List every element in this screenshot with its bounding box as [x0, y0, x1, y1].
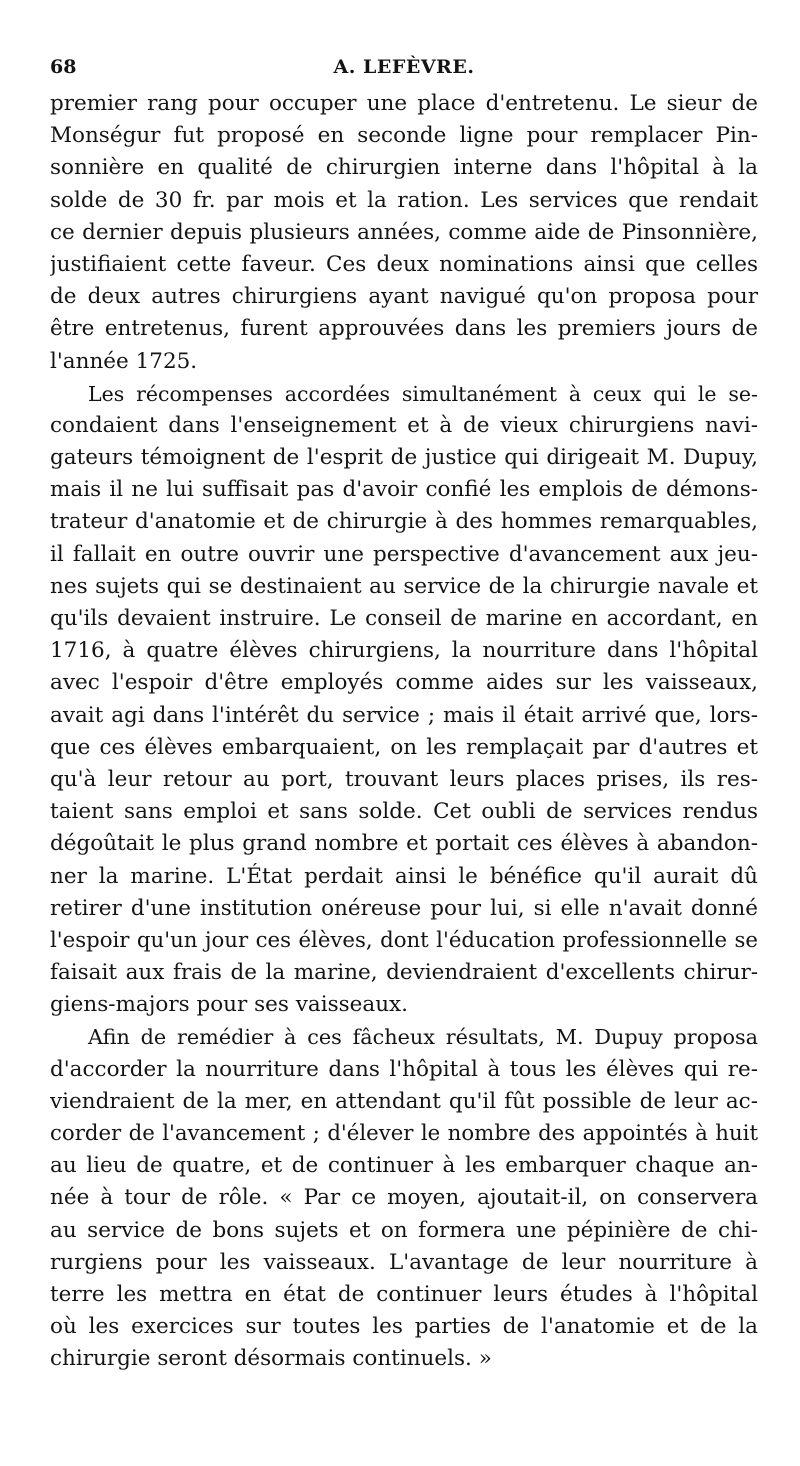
- text-line: que ces élèves embarquaient, on les remplaçait par d'autres et: [50, 734, 758, 760]
- text-line: il fallait en outre ouvrir une perspective d'avancement aux jeu-: [50, 541, 758, 567]
- text-line: chirurgie seront désormais continuels. »: [50, 1346, 492, 1372]
- book-page: [50, 52, 758, 1376]
- running-head: [50, 52, 758, 88]
- text-line: où les exercices sur toutes les parties de l'anatomie et de la: [50, 1314, 758, 1340]
- text-line: l'année 1725.: [50, 348, 198, 374]
- text-line: être entretenus, furent approuvées dans les premiers jours de: [50, 316, 758, 342]
- text-line: condaient dans l'enseignement et à de vieux chirurgiens navi-: [50, 412, 758, 438]
- text-line: au lieu de quatre, et de continuer à les embarquer chaque an-: [50, 1153, 758, 1179]
- page-number: 68: [50, 56, 77, 78]
- text-line: ce dernier depuis plusieurs années, comme aide de Pinsonnière,: [50, 219, 758, 245]
- text-line: Afin de remédier à ces fâcheux résultats, M. Dupuy proposa: [88, 1025, 758, 1050]
- text-line: nes sujets qui se destinaient au service de la chirurgie navale et: [50, 573, 758, 599]
- text-line: justifiaient cette faveur. Ces deux nominations ainsi que celles: [50, 251, 758, 277]
- body-text: [50, 88, 758, 1376]
- text-line: au service de bons sujets et on formera une pépinière de chi-: [50, 1217, 758, 1243]
- running-title: A. LEFÈVRE.: [333, 56, 475, 78]
- text-line: solde de 30 fr. par mois et la ration. Les services que rendait: [50, 187, 758, 213]
- text-line: faisait aux frais de la marine, deviendraient d'excellents chirur-: [50, 960, 758, 986]
- text-line: née à tour de rôle. « Par ce moyen, ajoutait-il, on conservera: [50, 1185, 758, 1211]
- text-line: d'accorder la nourriture dans l'hôpital à tous les élèves qui re-: [50, 1056, 758, 1082]
- text-line: 1716, à quatre élèves chirurgiens, la nourriture dans l'hôpital: [50, 638, 758, 664]
- text-line: avait agi dans l'intérêt du service ; mais il était arrivé que, lors-: [50, 702, 758, 728]
- text-line: mais il ne lui suffisait pas d'avoir confié les emplois de démons-: [50, 477, 758, 503]
- text-line: avec l'espoir d'être employés comme aides sur les vaisseaux,: [50, 670, 758, 696]
- text-line: retirer d'une institution onéreuse pour lui, si elle n'avait donné: [50, 895, 758, 921]
- text-line: ner la marine. L'État perdait ainsi le bénéfice qu'il aurait dû: [50, 863, 758, 889]
- text-line: dégoûtait le plus grand nombre et portait ces élèves à abandon-: [50, 831, 758, 857]
- text-line: trateur d'anatomie et de chirurgie à des hommes remarquables,: [50, 509, 758, 535]
- text-line: l'espoir qu'un jour ces élèves, dont l'éducation professionnelle se: [50, 927, 758, 953]
- text-line: rurgiens pour les vaisseaux. L'avantage de leur nourriture à: [50, 1249, 758, 1275]
- text-line: giens-majors pour ses vaisseaux.: [50, 992, 409, 1018]
- text-line: de deux autres chirurgiens ayant navigué qu'on proposa pour: [50, 284, 758, 310]
- text-line: taient sans emploi et sans solde. Cet oubli de services rendus: [50, 799, 758, 825]
- text-line: Monségur fut proposé en seconde ligne pour remplacer Pin-: [50, 123, 758, 149]
- text-line: qu'à leur retour au port, trouvant leurs places prises, ils res-: [50, 766, 758, 792]
- text-line: Les récompenses accordées simultanément à ceux qui le se-: [88, 381, 758, 406]
- text-line: qu'ils devaient instruire. Le conseil de marine en accordant, en: [50, 606, 758, 631]
- text-line: corder de l'avancement ; d'élever le nombre des appointés à huit: [50, 1121, 758, 1146]
- text-line: gateurs témoignent de l'esprit de justice qui dirigeait M. Dupuy,: [50, 445, 758, 471]
- text-line: terre les mettra en état de continuer leurs études à l'hôpital: [50, 1281, 758, 1307]
- text-line: sonnière en qualité de chirurgien interne dans l'hôpital à la: [50, 155, 758, 181]
- text-line: viendraient de la mer, en attendant qu'il fût possible de leur ac-: [50, 1088, 758, 1114]
- text-line: premier rang pour occuper une place d'entretenu. Le sieur de: [50, 91, 758, 116]
